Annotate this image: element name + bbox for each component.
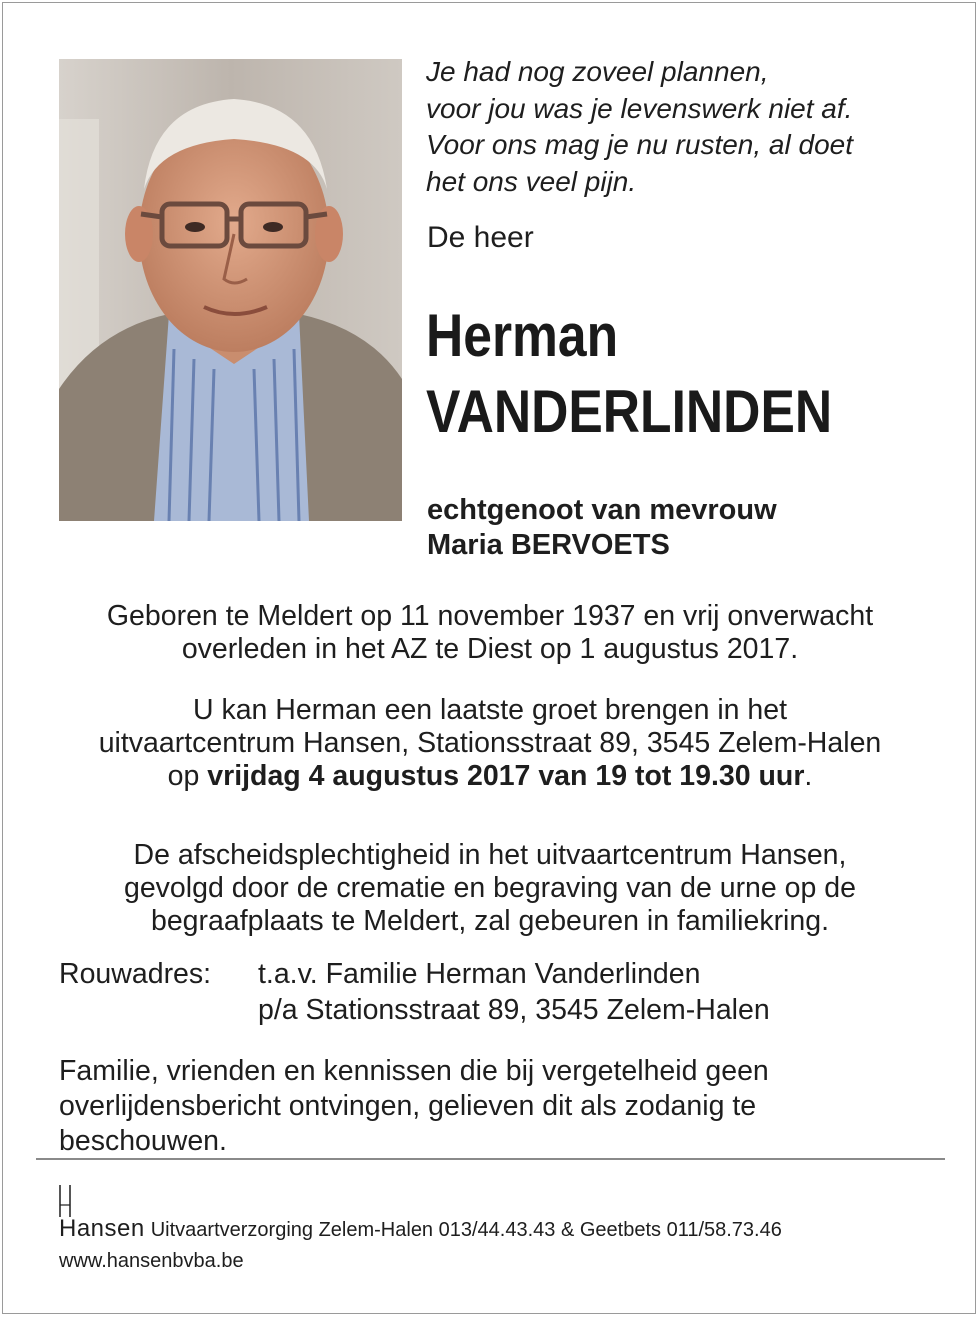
paragraph-line: De afscheidsplechtigheid in het uitvaartcentrum Hansen, <box>133 839 847 871</box>
address-label: Rouwadres: <box>59 958 212 990</box>
poem-line: het ons veel pijn. <box>426 165 637 197</box>
poem-line: voor jou was je levenswerk niet af. <box>426 92 853 124</box>
paragraph-line: begraafplaats te Meldert, zal gebeuren in familiekring. <box>150 905 830 937</box>
contact-text: Uitvaartverzorging Zelem-Halen 013/44.43.43 & Geetbets 011/58.73.46 <box>150 1219 782 1241</box>
spouse-info <box>427 493 777 563</box>
visit-prefix: op <box>167 760 208 792</box>
paragraph-line <box>40 760 940 793</box>
divider <box>36 1158 945 1160</box>
birth-death-paragraph <box>40 600 940 666</box>
funeral-home-info <box>59 1215 782 1243</box>
address-line: p/a Stationsstraat 89, 3545 Zelem-Halen <box>258 994 770 1026</box>
paragraph-line: Familie, vrienden en kennissen die bij vergetelheid geen <box>59 1055 769 1087</box>
paragraph-line: overlijdensbericht ontvingen, gelieven dit als zodanig te <box>59 1090 757 1122</box>
first-name: Herman <box>426 302 619 369</box>
website-link[interactable]: www.hansenbvba.be <box>59 1250 244 1272</box>
notice-paragraph <box>59 1054 939 1159</box>
title-prefix: De heer <box>427 221 534 254</box>
visit-datetime: vrijdag 4 augustus 2017 van 19 tot 19.30 uur <box>207 760 805 792</box>
farewell-paragraph <box>40 839 940 938</box>
poem <box>426 54 946 200</box>
visitation-paragraph <box>40 694 940 793</box>
poem-line: Voor ons mag je nu rusten, al doet <box>426 129 853 160</box>
address-line: t.a.v. Familie Herman Vanderlinden <box>258 958 701 990</box>
brand-name: Hansen <box>59 1215 145 1242</box>
paragraph-line: gevolgd door de crematie en begraving van de urne op de <box>123 872 856 904</box>
deceased-name <box>426 298 832 450</box>
paragraph-line: uitvaartcentrum Hansen, Stationsstraat 89, 3545 Zelem-Halen <box>98 727 882 759</box>
poem-line: Je had nog zoveel plannen, <box>426 56 769 87</box>
paragraph-line: beschouwen. <box>59 1125 227 1157</box>
spouse-line: echtgenoot van mevrouw <box>427 494 777 526</box>
paragraph-line: U kan Herman een laatste groet brengen in het <box>192 694 788 726</box>
spouse-name: Maria BERVOETS <box>427 529 670 561</box>
last-name: VANDERLINDEN <box>426 378 833 445</box>
hansen-logo-icon <box>58 1185 72 1217</box>
paragraph-line: overleden in het AZ te Diest op 1 augustus 2017. <box>181 633 799 665</box>
paragraph-line: Geboren te Meldert op 11 november 1937 en vrij onverwacht <box>106 600 874 632</box>
visit-suffix: . <box>804 760 813 792</box>
portrait-photo <box>59 59 402 521</box>
